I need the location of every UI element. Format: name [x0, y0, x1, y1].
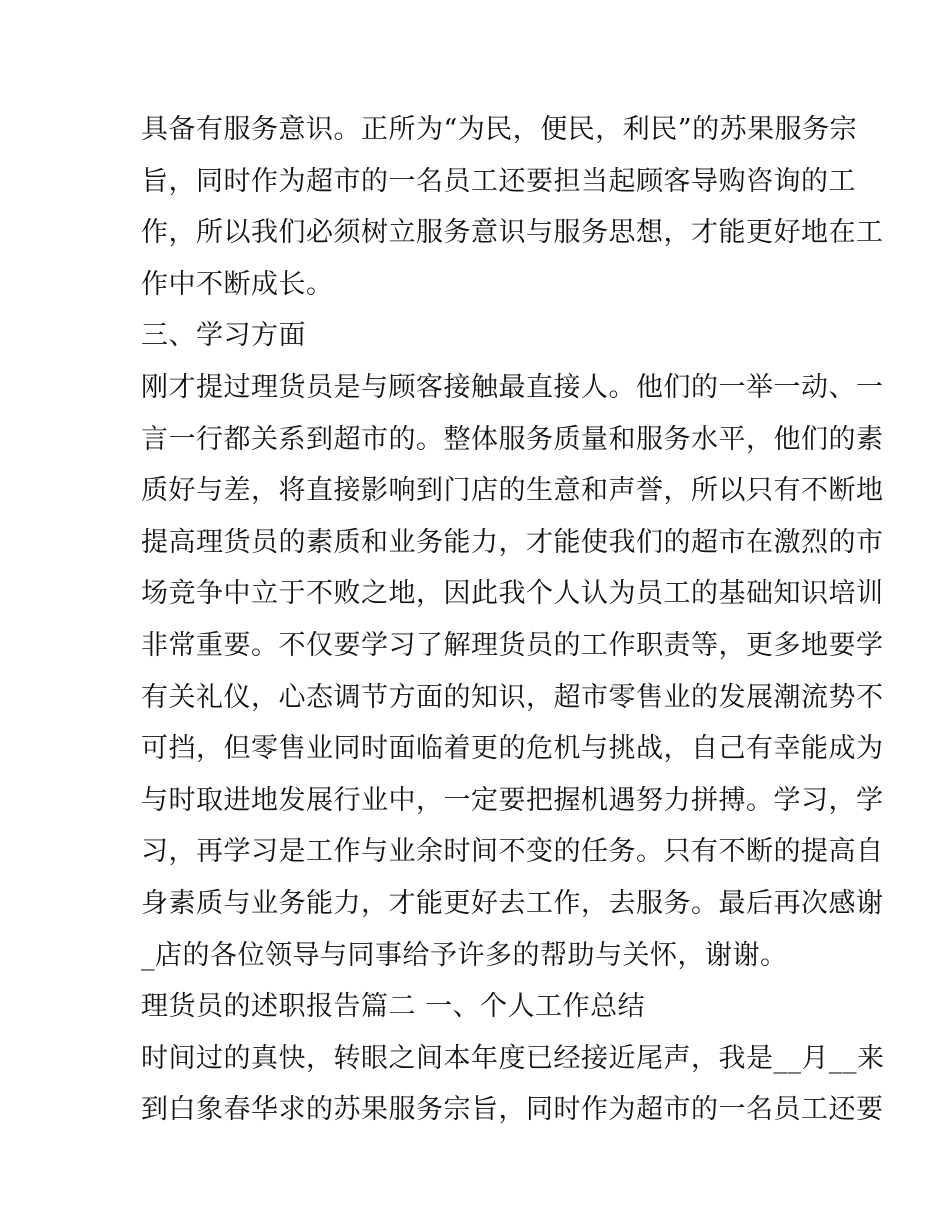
text-line: 习，再学习是工作与业余时间不变的任务。只有不断的提高自 [141, 836, 884, 868]
section-heading: 三、学习方面 [141, 320, 306, 352]
text-line: 时间过的真快，转眼之间本年度已经接近尾声，我是__月__来 [141, 1042, 885, 1074]
section-heading: 理货员的述职报告篇二 一、个人工作总结 [141, 991, 646, 1023]
text-line: 场竞争中立于不败之地，因此我个人认为员工的基础知识培训 [141, 578, 884, 610]
text-line: 到白象春华求的苏果服务宗旨，同时作为超市的一名员工还要 [141, 1094, 884, 1126]
text-line: 非常重要。不仅要学习了解理货员的工作职责等，更多地要学 [141, 629, 884, 661]
text-line: 具备有服务意识。正所为“为民，便民，利民”的苏果服务宗 [141, 114, 858, 145]
document-body [141, 104, 885, 1136]
text-line: 言一行都关系到超市的。整体服务质量和服务水平，他们的素 [141, 423, 884, 455]
text-line: _店的各位领导与同事给予许多的帮助与关怀，谢谢。 [141, 939, 788, 971]
text-line: 与时取进地发展行业中，一定要把握机遇努力拼搏。学习，学 [141, 784, 884, 816]
text-line: 身素质与业务能力，才能更好去工作，去服务。最后再次感谢 [141, 887, 884, 919]
text-line: 有关礼仪，心态调节方面的知识，超市零售业的发展潮流势不 [141, 681, 884, 713]
text-line: 可挡，但零售业同时面临着更的危机与挑战，自己有幸能成为 [141, 733, 884, 765]
text-line: 刚才提过理货员是与顾客接触最直接人。他们的一举一动、一 [141, 371, 884, 403]
text-line: 提高理货员的素质和业务能力，才能使我们的超市在激烈的市 [141, 526, 884, 558]
text-line: 作，所以我们必须树立服务意识与服务思想，才能更好地在工 [141, 217, 884, 249]
text-line: 作中不断成长。 [141, 268, 334, 300]
text-line: 旨，同时作为超市的一名员工还要担当起顾客导购咨询的工 [141, 165, 856, 197]
text-line: 质好与差，将直接影响到门店的生意和声誉，所以只有不断地 [141, 475, 884, 507]
